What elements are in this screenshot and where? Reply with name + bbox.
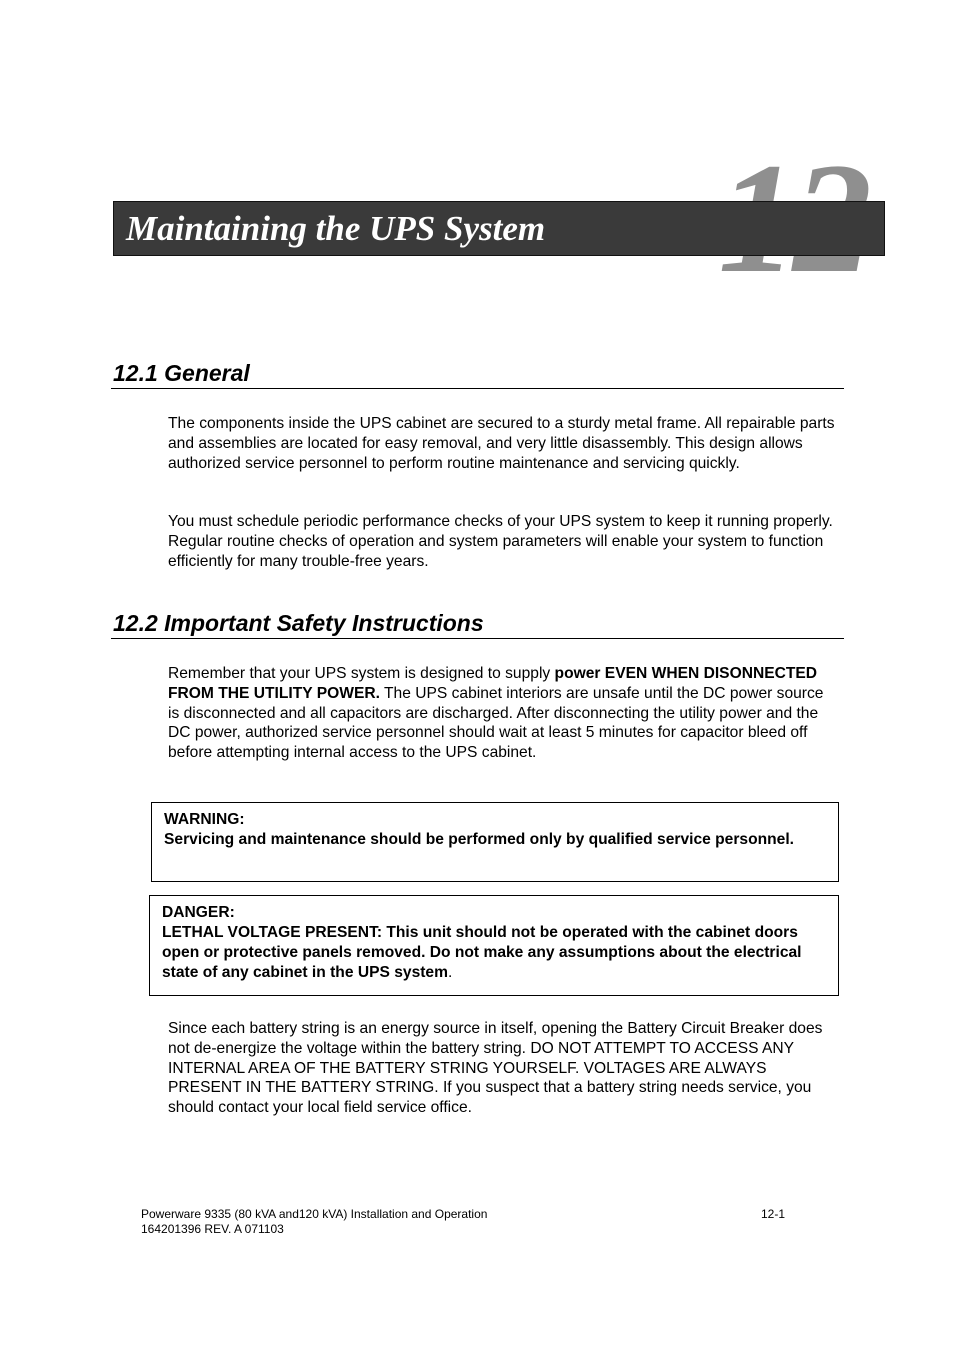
section-heading-general: 12.1 General: [111, 359, 844, 389]
chapter-title: Maintaining the UPS System: [126, 209, 546, 248]
danger-trailing: .: [447, 964, 453, 981]
page-footer: [141, 1207, 791, 1237]
footer-revision: 164201396 REV. A 071103: [141, 1222, 284, 1236]
warning-title: WARNING:: [164, 811, 245, 828]
general-paragraph-2: You must schedule periodic performance checks of your UPS system to keep it running properly. Regular routine checks of operation and system parameters will enable your system to function efficiently for many trouble-free years.: [168, 513, 833, 570]
footer-document-title: Powerware 9335 (80 kVA and120 kVA) Installation and Operation: [141, 1207, 488, 1221]
chapter-title-bar: [113, 201, 885, 256]
danger-box: [149, 895, 839, 996]
general-paragraph-1: The components inside the UPS cabinet are secured to a sturdy metal frame. All repairable parts and assemblies are located for easy removal, and very little disassembly. This design allows authorized service personnel to perform routine maintenance and servicing quickly.: [168, 415, 835, 472]
safety-intro-emphasis: power EVEN WHEN DISONNECTED FROM THE UTILITY POWER.: [168, 665, 818, 702]
danger-title: DANGER:: [162, 904, 235, 921]
warning-box: [151, 802, 839, 882]
safety-intro-text: Remember that your UPS system is designed to supply: [168, 665, 555, 682]
danger-text: LETHAL VOLTAGE PRESENT: This unit should not be operated with the cabinet doors open or protective panels removed. Do not make any assumptions about the electrical state of any cabinet in the UPS system: [162, 924, 802, 981]
battery-warning-paragraph: Since each battery string is an energy source in itself, opening the Battery Circuit Breaker does not de-energize the voltage within the battery string. DO NOT ATTEMPT TO ACCESS ANY INTERNAL AREA OF THE BATTERY STRING YOURSELF. VOLTAGES ARE ALWAYS PRESENT IN THE BATTERY STRING. If you suspect that a battery string needs service, you should contact your local field service office.: [168, 1020, 823, 1117]
safety-intro-paragraph: [168, 664, 836, 763]
warning-text: Servicing and maintenance should be performed only by qualified service personnel.: [164, 831, 794, 848]
section-heading-safety: 12.2 Important Safety Instructions: [111, 609, 844, 639]
page-number: 12-1: [761, 1207, 786, 1221]
safety-intro-continuation: The UPS cabinet interiors are unsafe until the DC power source is disconnected and all capacitors are discharged. After disconnecting the utility power and the DC power, authorized service personnel should wait at least 5 minutes for capacitor bleed off before attempting internal access to the UPS cabinet.: [168, 684, 824, 762]
